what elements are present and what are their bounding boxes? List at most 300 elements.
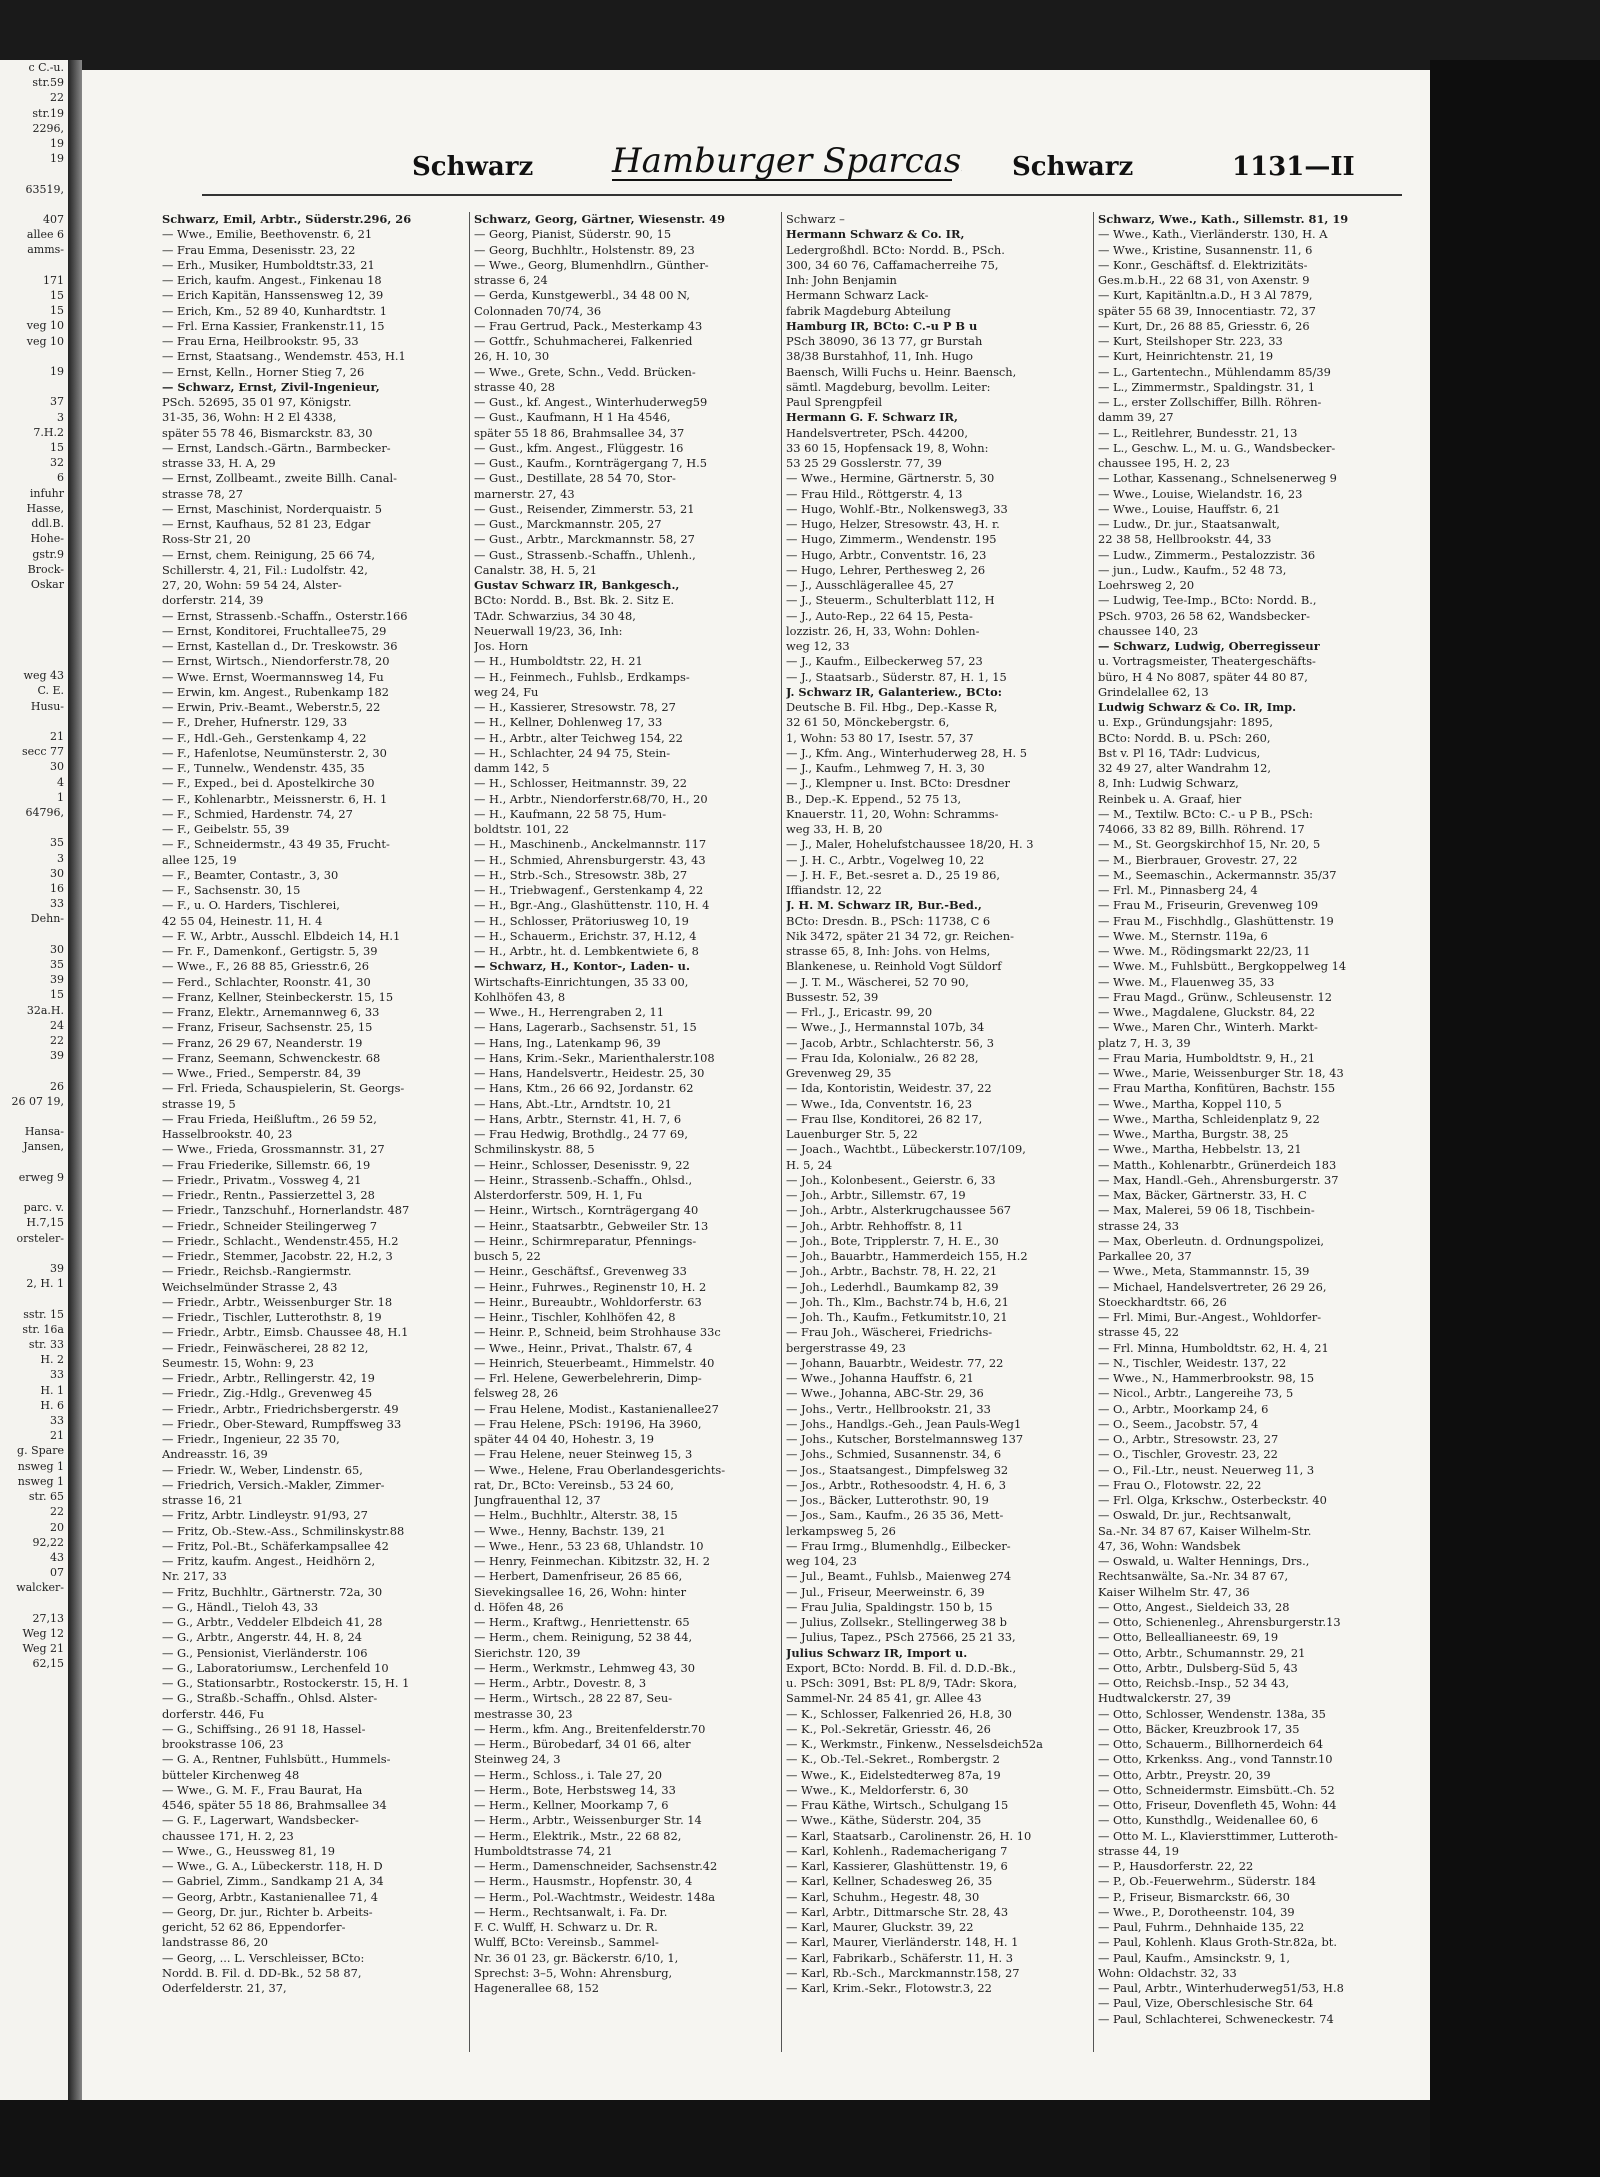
directory-entry-line: — Schwarz, H., Kontor-, Laden- u. [474, 959, 690, 974]
directory-entry-line: Neuerwall 19/23, 36, Inh: [474, 623, 623, 638]
directory-entry-line: landstrasse 86, 20 [162, 1935, 269, 1950]
directory-entry-line: — F., Exped., bei d. Apostelkirche 30 [162, 776, 375, 791]
directory-entry-line: — M., Seemaschin., Ackermannstr. 35/37 [1098, 867, 1337, 882]
directory-entry-line: — Wwe., Martha, Schleidenplatz 9, 22 [1098, 1111, 1320, 1126]
directory-entry-line: — G., Schiffsing., 26 91 18, Hassel- [162, 1721, 366, 1736]
directory-entry-line: Ges.m.b.H., 22 68 31, von Axenstr. 9 [1098, 273, 1310, 287]
directory-entry-line: — Wwe., Louise, Hauffstr. 6, 21 [1098, 501, 1281, 516]
directory-entry-line: — Otto, Angest., Sieldeich 33, 28 [1098, 1599, 1290, 1614]
directory-entry-line: — Frau Julia, Spaldingstr. 150 b, 15 [786, 1599, 993, 1614]
directory-entry-line: sämtl. Magdeburg, bevollm. Leiter: [786, 379, 991, 394]
directory-entry-line: Alsterdorferstr. 509, H. 1, Fu [474, 1188, 643, 1202]
directory-entry-line: strasse 33, H. A, 29 [162, 456, 276, 470]
directory-entry-line: — M., Textilw. BCto: C.- u P B., PSch: [1098, 806, 1314, 821]
directory-entry-line: 32 49 27, alter Wandrahm 12, [1098, 761, 1272, 775]
directory-entry-line: — H., Bgr.-Ang., Glashüttenstr. 110, H. 4 [474, 898, 710, 913]
gutter-fragment: 26 [50, 1079, 64, 1093]
directory-entry-line: Schillerstr. 4, 21, Fil.: Ludolfstr. 42, [162, 562, 368, 577]
directory-entry-line: — Franz, Friseur, Sachsenstr. 25, 15 [162, 1020, 373, 1035]
directory-entry-line: 8, Inh: Ludwig Schwarz, [1098, 776, 1239, 791]
directory-entry-line: — Schwarz, Ludwig, Oberregisseur [1098, 639, 1320, 653]
gutter-fragment: 15 [50, 441, 64, 455]
directory-entry-line: — Kurt, Heinrichtenstr. 21, 19 [1098, 349, 1274, 364]
directory-entry-line: PSch. 9703, 26 58 62, Wandsbecker- [1098, 608, 1310, 623]
directory-entry-line: — F., Geibelstr. 55, 39 [162, 822, 290, 836]
directory-entry-line: strasse 45, 22 [1098, 1325, 1179, 1340]
gutter-fragment: str. 65 [28, 1490, 64, 1504]
directory-entry-line: — Wwe., Frieda, Grossmannstr. 31, 27 [162, 1142, 385, 1157]
directory-entry-line: — Otto M. L., Klaviersttimmer, Lutteroth- [1098, 1828, 1338, 1843]
directory-entry-line: — K., Pol.-Sekretär, Griesstr. 46, 26 [786, 1721, 991, 1736]
directory-entry-line: strasse 16, 21 [162, 1493, 243, 1507]
directory-entry-line: — H., Schlosser, Heitmannstr. 39, 22 [474, 776, 687, 791]
directory-entry-line: — Wwe., Martha, Koppel 110, 5 [1098, 1096, 1282, 1111]
directory-entry-line: — Ernst, Staatsang., Wendemstr. 453, H.1 [162, 349, 406, 364]
gutter-fragment: 33 [50, 1414, 64, 1428]
directory-entry-line: Schwarz, Georg, Gärtner, Wiesenstr. 49 [474, 212, 726, 226]
directory-entry-line: — Julius, Tapez., PSch 27566, 25 21 33, [786, 1630, 1016, 1645]
directory-entry-line: — Wwe., Martha, Burgstr. 38, 25 [1098, 1127, 1289, 1141]
header-rule [202, 194, 1402, 196]
directory-entry-line: — Friedr., Schlacht., Wendenstr.455, H.2 [162, 1233, 399, 1248]
directory-entry-line: — Gerda, Kunstgewerbl., 34 48 00 N, [474, 288, 690, 303]
directory-entry-line: — Gottfr., Schuhmacherei, Falkenried [474, 334, 693, 348]
directory-entry-line: — Wwe., Emilie, Beethovenstr. 6, 21 [162, 227, 373, 242]
directory-entry-line: J. Schwarz IR, Galanteriew., BCto: [786, 684, 1002, 699]
directory-entry-line: Hermann Schwarz Lack- [786, 288, 929, 303]
directory-entry-line: — Jacob, Arbtr., Schlachterstr. 56, 3 [786, 1035, 995, 1050]
directory-entry-line: — Nicol., Arbtr., Langereihe 73, 5 [1098, 1386, 1294, 1401]
gutter-fragment [0, 1291, 68, 1306]
directory-entry-line: — Frau Hedwig, Brothdlg., 24 77 69, [474, 1127, 689, 1141]
directory-entry-line: Wohn: Oldachstr. 32, 33 [1098, 1965, 1237, 1980]
gutter-fragment [0, 197, 68, 212]
directory-entry-line: — Erich, kaufm. Angest., Finkenau 18 [162, 273, 382, 287]
directory-entry-line: allee 125, 19 [162, 852, 237, 867]
directory-entry-line: — Georg, Dr. jur., Richter b. Arbeits- [162, 1904, 373, 1919]
directory-entry-line: — Wwe., Fried., Semperstr. 84, 39 [162, 1066, 361, 1080]
directory-entry-line: platz 7, H. 3, 39 [1098, 1035, 1191, 1050]
directory-entry-line: — Joh., Bote, Tripplerstr. 7, H. E., 30 [786, 1233, 999, 1248]
directory-entry-line: — Karl, Maurer, Vierländerstr. 148, H. 1 [786, 1935, 1019, 1950]
directory-entry-line: chaussee 140, 23 [1098, 623, 1199, 638]
directory-entry-line: d. Höfen 48, 26 [474, 1599, 564, 1614]
gutter-fragment: H. 2 [40, 1353, 64, 1367]
directory-entry-line: — Frau Käthe, Wirtsch., Schulgang 15 [786, 1798, 1009, 1812]
directory-entry-line: — Wwe., K., Meldorferstr. 6, 30 [786, 1782, 969, 1797]
gutter-fragment: 407 [43, 213, 64, 227]
directory-entry-line: — Kurt, Steilshoper Str. 223, 33 [1098, 334, 1283, 348]
directory-entry-line: Loehrsweg 2, 20 [1098, 578, 1195, 592]
directory-entry-line: — Ludwig, Tee-Imp., BCto: Nordd. B., [1098, 593, 1317, 608]
directory-entry-line: — Johann, Bauarbtr., Weidestr. 77, 22 [786, 1355, 1004, 1370]
directory-entry-line: Schwarz, Emil, Arbtr., Süderstr.296, 26 [162, 212, 412, 226]
directory-entry-line: — Hans, Ktm., 26 66 92, Jordanstr. 62 [474, 1081, 694, 1096]
directory-entry-line: damm 142, 5 [474, 761, 550, 775]
directory-entry-line: — Johs., Schmied, Susannenstr. 34, 6 [786, 1447, 1002, 1462]
directory-entry-line: 38/38 Burstahhof, 11, Inh. Hugo [786, 349, 973, 364]
gutter-fragment: 32 [50, 456, 64, 470]
directory-entry-line: — Frau Erna, Heilbrookstr. 95, 33 [162, 334, 359, 348]
gutter-fragment: 21 [50, 729, 64, 743]
gutter-fragment: 35 [50, 836, 64, 850]
directory-entry-line: — Max, Handl.-Geh., Ahrensburgerstr. 37 [1098, 1172, 1339, 1187]
directory-entry-line: — Wwe., Ida, Conventstr. 16, 23 [786, 1096, 972, 1111]
directory-entry-line: — Friedr., Arbtr., Eimsb. Chaussee 48, H.1 [162, 1325, 409, 1340]
gutter-fragment: 27,13 [32, 1611, 64, 1625]
column-4 [1098, 212, 1398, 2092]
directory-entry-line: — Herm., Hausmstr., Hopfenstr. 30, 4 [474, 1874, 693, 1889]
gutter-fragment: 22 [50, 1034, 64, 1047]
directory-entry-line: — Hugo, Lehrer, Perthesweg 2, 26 [786, 562, 986, 577]
directory-entry-line: — Frau Magd., Grünw., Schleusenstr. 12 [1098, 989, 1332, 1004]
directory-entry-line: Bst v. Pl 16, TAdr: Ludvicus, [1098, 745, 1261, 760]
gutter-fragment: g. Spare [17, 1444, 64, 1458]
directory-entry-line: — Gust., kf. Angest., Winterhuderweg59 [474, 395, 708, 409]
directory-entry-line: — Paul, Vize, Oberschlesische Str. 64 [1098, 1996, 1314, 2011]
directory-entry-line: Sprechst: 3–5, Wohn: Ahrensburg, [474, 1965, 673, 1980]
directory-entry-line: später 55 18 86, Brahmsallee 34, 37 [474, 425, 685, 440]
directory-entry-line: — Karl, Schuhm., Hegestr. 48, 30 [786, 1889, 980, 1904]
directory-entry-line: — Otto, Kunsthdlg., Weidenallee 60, 6 [1098, 1813, 1319, 1828]
gutter-fragment: 16 [50, 881, 64, 895]
gutter-fragment: erweg 9 [18, 1170, 64, 1184]
dark-background [1430, 60, 1600, 2177]
directory-entry-line: 27, 20, Wohn: 59 54 24, Alster- [162, 578, 342, 592]
directory-entry-line: bergerstrasse 49, 23 [786, 1340, 906, 1355]
directory-entry-line: — Ernst, Kaufhaus, 52 81 23, Edgar [162, 517, 371, 531]
directory-entry-line: chaussee 195, H. 2, 23 [1098, 456, 1230, 470]
column-2 [474, 212, 774, 2092]
directory-entry-line: — Ernst, Strassenb.-Schaffn., Osterstr.166 [162, 608, 408, 623]
directory-entry-line: — Erwin, km. Angest., Rubenkamp 182 [162, 684, 389, 699]
column-1 [162, 212, 462, 2092]
directory-entry-line: strasse 78, 27 [162, 486, 243, 501]
directory-entry-line: — Gust., Destillate, 28 54 70, Stor- [474, 471, 676, 486]
directory-entry-line: Nik 3472, später 21 34 72, gr. Reichen- [786, 928, 1014, 943]
directory-entry-line: — H., Humboldtstr. 22, H. 21 [474, 654, 643, 669]
directory-entry-line: BCto: Dresdn. B., PSch: 11738, C 6 [786, 913, 991, 928]
directory-entry-line: Kohlhöfen 43, 8 [474, 989, 566, 1004]
gutter-fragment: ddl.B. [31, 517, 64, 531]
directory-entry-line: Hudtwalckerstr. 27, 39 [1098, 1691, 1231, 1706]
directory-entry-line: brookstrasse 106, 23 [162, 1737, 284, 1751]
directory-entry-line: TAdr. Schwarzius, 34 30 48, [474, 608, 636, 623]
directory-entry-line: — Ernst, Konditorei, Fruchtallee75, 29 [162, 623, 387, 638]
directory-entry-line: — Frau Hild., Röttgerstr. 4, 13 [786, 486, 963, 501]
directory-entry-line: gericht, 52 62 86, Eppendorfer- [162, 1920, 346, 1934]
gutter-fragment [0, 166, 68, 181]
directory-entry-line: — Ernst, Landsch.-Gärtn., Barmbecker- [162, 440, 391, 455]
directory-entry-line: Steinweg 24, 3 [474, 1752, 561, 1767]
directory-entry-line: — Karl, Krim.-Sekr., Flotowstr.3, 22 [786, 1981, 992, 1995]
directory-entry-line: — Hans, Ing., Latenkamp 96, 39 [474, 1035, 661, 1050]
directory-entry-line: 300, 34 60 76, Caffamacherreihe 75, [786, 257, 999, 272]
directory-entry-line: — Helm., Buchhltr., Alterstr. 38, 15 [474, 1508, 678, 1523]
directory-entry-line: — Otto, Schienenleg., Ahrensburgerstr.13 [1098, 1615, 1341, 1629]
directory-entry-line: u. Exp., Gründungsjahr: 1895, [1098, 715, 1273, 730]
gutter-fragment [0, 623, 68, 638]
directory-entry-line: — Otto, Arbtr., Preystr. 20, 39 [1098, 1767, 1271, 1782]
directory-entry-line: 1, Wohn: 53 80 17, Isestr. 57, 37 [786, 730, 974, 745]
gutter-fragment [0, 653, 68, 668]
directory-entry-line: 32 61 50, Mönckebergstr. 6, [786, 715, 950, 730]
directory-entry-line: — Jos., Sam., Kaufm., 26 35 36, Mett- [786, 1508, 1004, 1523]
directory-entry-line: — Friedr., Tischler, Lutterothstr. 8, 19 [162, 1310, 382, 1324]
gutter-fragment [0, 1596, 68, 1611]
directory-entry-line: Oderfelderstr. 21, 37, [162, 1981, 287, 1995]
directory-entry-line: Iffiandstr. 12, 22 [786, 883, 882, 897]
directory-entry-line: — Frau Gertrud, Pack., Mesterkamp 43 [474, 318, 703, 333]
gutter-fragment: H. 1 [40, 1383, 64, 1397]
sparcasse-logo [602, 110, 962, 190]
directory-entry-line: — Fritz, Arbtr. Lindleystr. 91/93, 27 [162, 1508, 368, 1523]
directory-entry-line: BCto: Nordd. B., Bst. Bk. 2. Sitz E. [474, 593, 675, 608]
directory-entry-line: — Matth., Kohlenarbtr., Grünerdeich 183 [1098, 1157, 1337, 1172]
directory-entry-line: — Wwe., Marie, Weissenburger Str. 18, 43 [1098, 1066, 1344, 1080]
directory-entry-line: — Heinr., Tischler, Kohlhöfen 42, 8 [474, 1310, 676, 1324]
directory-entry-line: 4546, später 55 18 86, Brahmsallee 34 [162, 1798, 387, 1812]
directory-entry-line: — Frau Helene, Modist., Kastanienallee27 [474, 1401, 719, 1416]
directory-entry-line: 31-35, 36, Wohn: H 2 El 4338, [162, 410, 337, 425]
page-header [82, 70, 1430, 210]
directory-entry-line: — Karl, Kellner, Schadesweg 26, 35 [786, 1874, 993, 1889]
directory-entry-line: — Gust., kfm. Angest., Flüggestr. 16 [474, 440, 684, 455]
directory-entry-line: — Erich, Km., 52 89 40, Kunhardtstr. 1 [162, 303, 387, 318]
directory-entry-line: — Karl, Arbtr., Dittmarsche Str. 28, 43 [786, 1904, 1009, 1919]
directory-entry-line: — Wwe., Johanna Hauffstr. 6, 21 [786, 1371, 974, 1385]
directory-entry-line: — Wwe. M., Fuhlsbütt., Bergkoppelweg 14 [1098, 959, 1347, 974]
directory-entry-line: — Franz, 26 29 67, Neanderstr. 19 [162, 1035, 363, 1050]
gutter-fragment: 15 [50, 304, 64, 318]
directory-entry-line: — M., Bierbrauer, Grovestr. 27, 22 [1098, 852, 1298, 867]
gutter-fragment: weg 43 [23, 669, 64, 683]
directory-entry-line: — Joh. Th., Klm., Bachstr.74 b, H.6, 21 [786, 1294, 1009, 1309]
directory-entry-line: Grevenweg 29, 35 [786, 1066, 892, 1080]
directory-entry-line: — Otto, Arbtr., Schumannstr. 29, 21 [1098, 1645, 1306, 1660]
gutter-fragment: 39 [50, 973, 64, 987]
directory-entry-line: — Karl, Staatsarb., Carolinenstr. 26, H. 10 [786, 1828, 1032, 1843]
directory-entry-line: — J., Ausschlägerallee 45, 27 [786, 578, 954, 592]
directory-entry-line: — Fritz, kaufm. Angest., Heidhörn 2, [162, 1554, 376, 1568]
directory-entry-line: — Kurt, Dr., 26 88 85, Griesstr. 6, 26 [1098, 318, 1310, 333]
directory-entry-line: — Kurt, Kapitänltn.a.D., H 3 Al 7879, [1098, 288, 1313, 303]
directory-entry-line: — Wwe., Johanna, ABC-Str. 29, 36 [786, 1386, 984, 1401]
directory-entry-line: Seumestr. 15, Wohn: 9, 23 [162, 1355, 314, 1370]
directory-entry-line: strasse 44, 19 [1098, 1843, 1179, 1858]
directory-entry-line: — Erh., Musiker, Humboldtstr.33, 21 [162, 257, 375, 272]
directory-entry-line: — Max, Malerei, 59 06 18, Tischbein- [1098, 1203, 1315, 1218]
directory-entry-line: — Gust., Kaufmann, H 1 Ha 4546, [474, 410, 671, 425]
directory-entry-line: — Heinr., Schlosser, Desenisstr. 9, 22 [474, 1157, 690, 1172]
directory-entry-line: Humboldtstrasse 74, 21 [474, 1843, 613, 1858]
directory-entry-line: Ledergroßhdl. BCto: Nordd. B., PSch. [786, 242, 1005, 257]
directory-entry-line: — Ernst, Kelln., Horner Stieg 7, 26 [162, 364, 365, 379]
directory-entry-line: — Ida, Kontoristin, Weidestr. 37, 22 [786, 1081, 992, 1096]
directory-entry-line: — J., Klempner u. Inst. BCto: Dresdner [786, 776, 1010, 791]
directory-entry-line: — Wwe. M., Sternstr. 119a, 6 [1098, 928, 1268, 943]
gutter-fragment: 22 [50, 91, 64, 105]
gutter-fragment: Weg 21 [22, 1642, 64, 1656]
directory-entry-line: Andreasstr. 16, 39 [162, 1447, 268, 1462]
directory-entry-line: — Herm., Rechtsanwalt, i. Fa. Dr. [474, 1904, 668, 1919]
directory-entry-line: Deutsche B. Fil. Hbg., Dep.-Kasse R, [786, 700, 998, 714]
gutter-fragment: 24 [50, 1018, 64, 1032]
gutter-fragment: Dehn- [30, 912, 64, 926]
directory-entry-line: — O., Seem., Jacobstr. 57, 4 [1098, 1416, 1259, 1431]
directory-entry-line: — J., Staatsarb., Süderstr. 87, H. 1, 15 [786, 669, 1007, 684]
directory-entry-line: — Henry, Feinmechan. Kibitzstr. 32, H. 2 [474, 1554, 710, 1568]
directory-entry-line: Julius Schwarz IR, Import u. [786, 1645, 968, 1660]
directory-entry-line: später 55 68 39, Innocentiastr. 72, 37 [1098, 303, 1316, 318]
directory-entry-line: — Frl., J., Ericastr. 99, 20 [786, 1005, 933, 1019]
directory-entry-line: — Otto, Belleallianeestr. 69, 19 [1098, 1630, 1279, 1645]
directory-entry-line: — Frl. Mimi, Bur.-Angest., Wohldorfer- [1098, 1310, 1322, 1324]
directory-entry-line: — Wwe. Ernst, Woermannsweg 14, Fu [162, 669, 384, 684]
gutter-fragment: Weg 12 [22, 1626, 64, 1640]
directory-entry-line: — Ernst, Wirtsch., Niendorferstr.78, 20 [162, 654, 390, 669]
directory-entry-line: — H., Arbtr., alter Teichweg 154, 22 [474, 730, 683, 745]
directory-entry-line: weg 104, 23 [786, 1554, 857, 1568]
directory-entry-line: — Wwe., F., 26 88 85, Griesstr.6, 26 [162, 959, 370, 974]
gutter-fragment: 39 [50, 1262, 64, 1276]
directory-entry-line: damm 39, 27 [1098, 410, 1174, 425]
gutter-fragment: 43 [50, 1550, 64, 1564]
directory-entry-line: — Friedr. W., Weber, Lindenstr. 65, [162, 1462, 363, 1477]
gutter-fragment: C. E. [37, 684, 64, 698]
directory-entry-line: — F., Kohlenarbtr., Meissnerstr. 6, H. 1 [162, 791, 388, 806]
directory-entry-line: — F., Hdl.-Geh., Gerstenkamp 4, 22 [162, 730, 367, 745]
gutter-fragment [0, 1109, 68, 1124]
directory-entry-line: — Heinr., Fuhrwes., Reginenstr 10, H. 2 [474, 1279, 707, 1294]
directory-entry-line: strasse 19, 5 [162, 1096, 236, 1111]
directory-entry-line: — Frl. Erna Kassier, Frankenstr.11, 15 [162, 318, 385, 333]
directory-entry-line: — P., Hausdorferstr. 22, 22 [1098, 1859, 1254, 1873]
directory-entry-line: — Wwe., Helene, Frau Oberlandesgerichts- [474, 1462, 726, 1477]
directory-entry-line: — G., Händl., Tieloh 43, 33 [162, 1599, 319, 1614]
directory-entry-line: — Otto, Krkenkss. Ang., vond Tannstr.10 [1098, 1752, 1333, 1767]
gutter-fragment: Hohe- [30, 532, 64, 546]
gutter-fragment [0, 1063, 68, 1078]
directory-entry-line: — Wwe., Hermine, Gärtnerstr. 5, 30 [786, 471, 995, 486]
directory-entry-line: Sierichstr. 120, 39 [474, 1645, 581, 1660]
directory-entry-line: — G., Arbtr., Veddeler Elbdeich 41, 28 [162, 1615, 383, 1629]
directory-entry-line: — Wwe., G. M. F., Frau Baurat, Ha [162, 1782, 363, 1797]
directory-entry-line: — Frl. M., Pinnasberg 24, 4 [1098, 883, 1258, 897]
directory-entry-line: — Hugo, Wohlf.-Btr., Nolkensweg3, 33 [786, 501, 1008, 516]
directory-entry-line: chaussee 171, H. 2, 23 [162, 1828, 294, 1843]
directory-entry-line: — K., Werkmstr., Finkenw., Nesselsdeich52a [786, 1737, 1043, 1751]
gutter-fragment: 64796, [25, 805, 64, 819]
directory-entry-line: — Hans, Arbtr., Sternstr. 41, H. 7, 6 [474, 1111, 682, 1126]
gutter-fragment: parc. v. [23, 1201, 64, 1215]
directory-entry-line: — Wwe., Meta, Stammannstr. 15, 39 [1098, 1264, 1310, 1279]
directory-entry-line: — Wwe., P., Dorotheenstr. 104, 39 [1098, 1904, 1295, 1919]
directory-entry-line: — Paul, Fuhrm., Dehnhaide 135, 22 [1098, 1920, 1305, 1934]
gutter-fragment: nsweg 1 [17, 1459, 64, 1473]
directory-entry-line: — Karl, Kohlenh., Rademacherigang 7 [786, 1843, 1008, 1858]
directory-entry-line: — Herm., Kellner, Moorkamp 7, 6 [474, 1798, 669, 1812]
directory-entry-line: Kaiser Wilhelm Str. 47, 36 [1098, 1584, 1250, 1599]
directory-entry-line: — Frau Friederike, Sillemstr. 66, 19 [162, 1157, 371, 1172]
directory-entry-line: — Oswald, Dr. jur., Rechtsanwalt, [1098, 1508, 1292, 1523]
directory-entry-line: Knauerstr. 11, 20, Wohn: Schramms- [786, 806, 999, 821]
directory-entry-line: — G., Straßb.-Schaffn., Ohlsd. Alster- [162, 1691, 378, 1706]
gutter-fragment: sstr. 15 [23, 1307, 64, 1321]
directory-entry-line: — F., Dreher, Hufnerstr. 129, 33 [162, 715, 348, 730]
directory-entry-line: — L., Reitlehrer, Bundesstr. 21, 13 [1098, 425, 1298, 440]
directory-entry-line: — Wwe., Käthe, Süderstr. 204, 35 [786, 1813, 982, 1828]
gutter-fragment: 21 [50, 1429, 64, 1443]
directory-entry-line: — Frau Frieda, Heißluftm., 26 59 52, [162, 1111, 377, 1126]
directory-entry-line: — Fritz, Ob.-Stew.-Ass., Schmilinskystr.88 [162, 1523, 405, 1538]
directory-entry-line: — Herm., Wirtsch., 28 22 87, Seu- [474, 1691, 673, 1706]
directory-entry-line: — Friedr., Rentn., Passierzettel 3, 28 [162, 1188, 375, 1202]
directory-entry-line: — H., Triebwagenf., Gerstenkamp 4, 22 [474, 883, 704, 897]
directory-entry-line: Nordd. B. Fil. d. DD-Bk., 52 58 87, [162, 1965, 362, 1980]
directory-entry-line: — Friedr., Feinwäscherei, 28 82 12, [162, 1340, 369, 1355]
directory-entry-line: — Herm., Pol.-Wachtmstr., Weidestr. 148a [474, 1889, 716, 1904]
directory-entry-line: — Herm., Bürobedarf, 34 01 66, alter [474, 1737, 691, 1751]
directory-entry-line: — Wwe., Henr., 53 23 68, Uhlandstr. 10 [474, 1538, 704, 1553]
directory-entry-line: — Hans, Lagerarb., Sachsenstr. 51, 15 [474, 1020, 697, 1035]
directory-entry-line: — Herm., Werkmstr., Lehmweg 43, 30 [474, 1660, 696, 1675]
directory-entry-line: — Jos., Arbtr., Rothesoodstr. 4, H. 6, 3 [786, 1477, 1006, 1492]
directory-entry-line: — F., Hafenlotse, Neumünsterstr. 2, 30 [162, 745, 387, 760]
directory-entry-line: — Paul, Kohlenh. Klaus Groth-Str.82a, bt. [1098, 1935, 1337, 1950]
directory-entry-line: boldtstr. 101, 22 [474, 822, 569, 836]
gutter-fragment: H.7,15 [26, 1216, 64, 1230]
directory-entry-line: — Frau Helene, PSch: 19196, Ha 3960, [474, 1416, 702, 1431]
directory-entry-line: — Frau Joh., Wäscherei, Friedrichs- [786, 1325, 993, 1340]
directory-entry-line: — Gabriel, Zimm., Sandkamp 21 A, 34 [162, 1874, 384, 1889]
directory-entry-line: — Wwe., Louise, Wielandstr. 16, 23 [1098, 486, 1303, 501]
directory-entry-line: — Herm., Damenschneider, Sachsenstr.42 [474, 1859, 718, 1873]
directory-entry-line: — Gust., Marckmannstr. 205, 27 [474, 517, 662, 531]
directory-entry-line: — Frau Emma, Desenisstr. 23, 22 [162, 242, 356, 257]
logo-lettering: Hamburger Sparcas [612, 141, 962, 181]
directory-entry-line: — Heinrich, Steuerbeamt., Himmelstr. 40 [474, 1355, 715, 1370]
directory-entry-line: Parkallee 20, 37 [1098, 1249, 1192, 1263]
directory-entry-line: — Wwe., Magdalene, Gluckstr. 84, 22 [1098, 1005, 1316, 1019]
directory-entry-line: — Herm., Arbtr., Weissenburger Str. 14 [474, 1813, 702, 1828]
column-3 [786, 212, 1086, 2092]
directory-entry-line: — Hugo, Zimmerm., Wendenstr. 195 [786, 532, 997, 547]
directory-entry-line: Ross-Str 21, 20 [162, 532, 251, 547]
directory-entry-line: PSch. 52695, 35 01 97, Königstr. [162, 395, 352, 409]
gutter-fragment: 3 [57, 851, 64, 865]
gutter-fragment: str. 33 [28, 1338, 64, 1352]
directory-entry-line: — Heinr., Bureaubtr., Wohldorferstr. 63 [474, 1294, 702, 1309]
directory-entry-line: — Herm., Schloss., i. Tale 27, 20 [474, 1767, 662, 1782]
directory-entry-line: — Oswald, u. Walter Hennings, Drs., [1098, 1554, 1310, 1568]
directory-entry-line: u. Vortragsmeister, Theatergeschäfts- [1098, 654, 1316, 669]
directory-entry-line: — Johs., Vertr., Hellbrookstr. 21, 33 [786, 1401, 991, 1416]
directory-entry-line: PSch 38090, 36 13 77, gr Burstah [786, 334, 983, 348]
directory-entry-line: — Herm., Kraftwg., Henriettenstr. 65 [474, 1615, 690, 1629]
directory-entry-line: — J., Steuerm., Schulterblatt 112, H [786, 593, 995, 608]
directory-entry-line: — Lothar, Kassenang., Schnelsenerweg 9 [1098, 471, 1337, 486]
gutter-fragment [0, 1155, 68, 1170]
directory-entry-line: 42 55 04, Heinestr. 11, H. 4 [162, 913, 323, 928]
directory-entry-line: Hagenerallee 68, 152 [474, 1981, 599, 1995]
directory-entry-line: — Wwe., Grete, Schn., Vedd. Brücken- [474, 364, 696, 379]
directory-entry-line: — Frau O., Flotowstr. 22, 22 [1098, 1477, 1262, 1492]
directory-entry-line: — Friedr., Schneider Steilingerweg 7 [162, 1218, 377, 1233]
gutter-fragment: Oskar [30, 577, 64, 591]
gutter-fragment [0, 1185, 68, 1200]
directory-entry-line: — Herm., Arbtr., Dovestr. 8, 3 [474, 1676, 647, 1690]
